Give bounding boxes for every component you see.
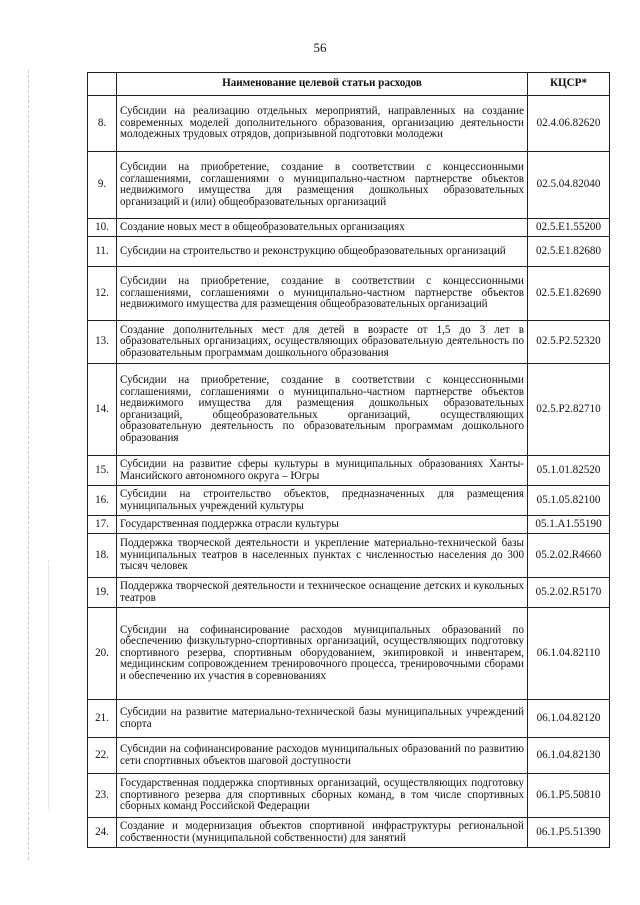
header-name: Наименование целевой статьи расходов — [117, 73, 528, 96]
kcsr-code: 02.5.04.82040 — [528, 152, 610, 219]
kcsr-code: 06.1.04.82120 — [528, 700, 610, 738]
row-number: 24. — [88, 818, 117, 848]
expense-item-name: Субсидии на строительство и реконструкцию общеобразовательных организаций — [117, 237, 528, 267]
expense-item-name: Субсидии на приобретение, создание в соответствии с концессионными соглашениями, соглашениями о муниципально-частном партнерстве объектов недвижимого имущества для размещения дошкольных образовательных организаций, общеобразовательных организаций, осуществляющих образовательную деятельность по образовательным программам дошкольного образования — [117, 364, 528, 456]
table-row — [88, 700, 610, 738]
table-row — [88, 486, 610, 516]
kcsr-code: 05.1.05.82100 — [528, 486, 610, 516]
expense-item-name: Субсидии на развитие сферы культуры в муниципальных образованиях Ханты-Мансийского автономного округа – Югры — [117, 456, 528, 486]
kcsr-code: 05.2.02.R4660 — [528, 534, 610, 578]
expense-item-name: Субсидии на приобретение, создание в соответствии с концессионными соглашениями, соглашениями о муниципально-частном партнерстве объектов недвижимого имущества для размещения дошкольных образовательных организаций и (или) общеобразовательных организаций — [117, 152, 528, 219]
table-row — [88, 608, 610, 700]
row-number: 16. — [88, 486, 117, 516]
page-number: 56 — [313, 40, 327, 55]
expense-item-name: Субсидии на строительство объектов, предназначенных для размещения муниципальных учреждений культуры — [117, 486, 528, 516]
kcsr-code: 05.1.A1.55190 — [528, 516, 610, 534]
expense-item-name: Государственная поддержка отрасли культуры — [117, 516, 528, 534]
header-num — [88, 73, 117, 96]
expense-item-name: Субсидии на софинансирование расходов муниципальных образований по развитию сети спортивных объектов шаговой доступности — [117, 738, 528, 774]
table-row — [88, 321, 610, 364]
expense-item-name: Субсидии на развитие материально-технической базы муниципальных учреждений спорта — [117, 700, 528, 738]
expense-item-name: Субсидии на приобретение, создание в соответствии с концессионными соглашениями, соглашениями о муниципально-частном партнерстве объектов недвижимого имущества для размещения общеобразовательных организаций — [117, 267, 528, 321]
row-number: 23. — [88, 774, 117, 818]
budget-items-table — [87, 72, 610, 848]
expense-item-name: Субсидии на реализацию отдельных мероприятий, направленных на создание современных моделей дополнительного образования, организацию деятельности молодежных трудовых отрядов, допризывной подготовки молодежи — [117, 96, 528, 152]
row-number: 20. — [88, 608, 117, 700]
kcsr-code: 02.5.P2.52320 — [528, 321, 610, 364]
table-row — [88, 219, 610, 237]
kcsr-code: 06.1.04.82130 — [528, 738, 610, 774]
expense-item-name: Создание и модернизация объектов спортивной инфраструктуры региональной собственности (муниципальной собственности) для занятий — [117, 818, 528, 848]
row-number: 22. — [88, 738, 117, 774]
kcsr-code: 06.1.04.82110 — [528, 608, 610, 700]
expense-item-name: Государственная поддержка спортивных организаций, осуществляющих подготовку спортивного резерва для спортивных сборных команд, в том числе спортивных сборных команд Российской Федерации — [117, 774, 528, 818]
table-row — [88, 237, 610, 267]
kcsr-code: 05.2.02.R5170 — [528, 578, 610, 608]
expense-item-name: Создание дополнительных мест для детей в возрасте от 1,5 до 3 лет в образовательных организациях, осуществляющих образовательную деятельность по образовательным программам дошкольного образования — [117, 321, 528, 364]
row-number: 17. — [88, 516, 117, 534]
row-number: 13. — [88, 321, 117, 364]
table-row — [88, 364, 610, 456]
expense-item-name: Поддержка творческой деятельности и укрепление материально-технической базы муниципальных театров в населенных пунктах с численностью населения до 300 тысяч человек — [117, 534, 528, 578]
row-number: 18. — [88, 534, 117, 578]
kcsr-code: 06.1.P5.51390 — [528, 818, 610, 848]
row-number: 15. — [88, 456, 117, 486]
row-number: 10. — [88, 219, 117, 237]
expense-item-name: Создание новых мест в общеобразовательных организациях — [117, 219, 528, 237]
table-row — [88, 516, 610, 534]
kcsr-code: 02.5.E1.82680 — [528, 237, 610, 267]
table-row — [88, 96, 610, 152]
row-number: 12. — [88, 267, 117, 321]
header-code: КЦСР* — [528, 73, 610, 96]
kcsr-code: 02.5.E1.55200 — [528, 219, 610, 237]
row-number: 19. — [88, 578, 117, 608]
kcsr-code: 06.1.P5.50810 — [528, 774, 610, 818]
kcsr-code: 02.4.06.82620 — [528, 96, 610, 152]
row-number: 14. — [88, 364, 117, 456]
table-header-row — [88, 73, 610, 96]
scan-edge-line — [28, 70, 30, 860]
kcsr-code: 02.5.P2.82710 — [528, 364, 610, 456]
row-number: 11. — [88, 237, 117, 267]
scan-edge-line — [48, 560, 50, 810]
expense-item-name: Поддержка творческой деятельности и техническое оснащение детских и кукольных театров — [117, 578, 528, 608]
table-row — [88, 738, 610, 774]
row-number: 8. — [88, 96, 117, 152]
kcsr-code: 05.1.01.82520 — [528, 456, 610, 486]
table-row — [88, 818, 610, 848]
table-row — [88, 267, 610, 321]
table-row — [88, 456, 610, 486]
row-number: 21. — [88, 700, 117, 738]
table-row — [88, 578, 610, 608]
table-row — [88, 534, 610, 578]
table-row — [88, 152, 610, 219]
row-number: 9. — [88, 152, 117, 219]
table-row — [88, 774, 610, 818]
kcsr-code: 02.5.E1.82690 — [528, 267, 610, 321]
expense-item-name: Субсидии на софинансирование расходов муниципальных образований по обеспечению физкультурно-спортивных организаций, осуществляющих подготовку спортивного резерва, спортивным оборудованием, экипировкой и инвентарем, медицинским сопровождением тренировочного процесса, тренировочными сборами и обеспечению их участия в соревнованиях — [117, 608, 528, 700]
